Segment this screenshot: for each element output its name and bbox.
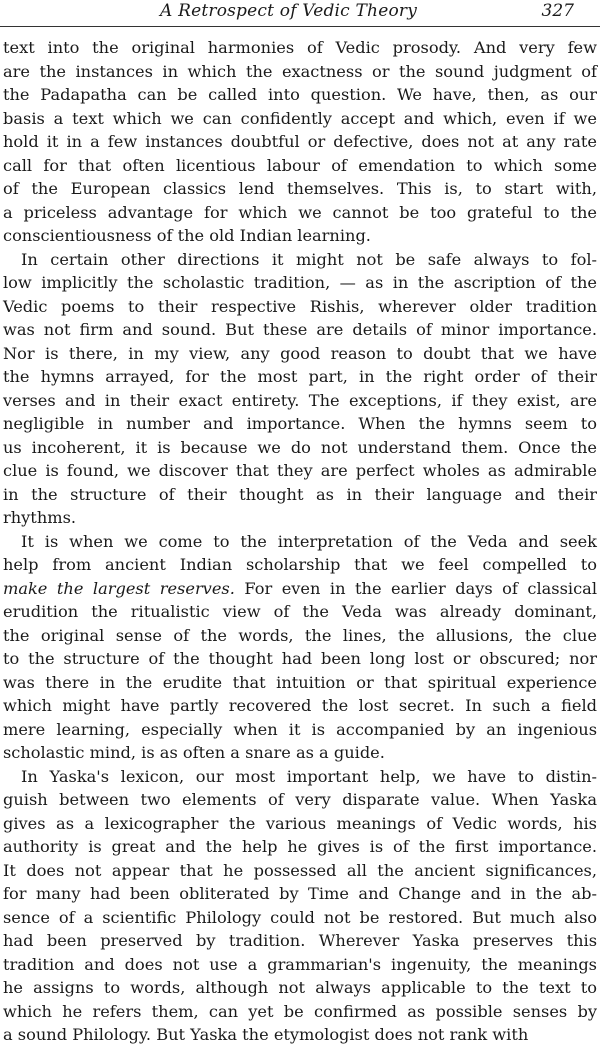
text-fragment: conscientiousness of the old Indian learning. bbox=[3, 226, 371, 245]
text-line bbox=[3, 295, 597, 319]
text-line bbox=[3, 624, 597, 648]
text-fragment: the original sense of the words, the lines, the allusions, the clue bbox=[3, 625, 597, 645]
text-line bbox=[3, 765, 597, 789]
text-fragment: negligible in number and importance. When the hymns seem to bbox=[3, 414, 597, 433]
text-fragment: For even in the earlier days of classical bbox=[234, 578, 597, 598]
text-line bbox=[3, 953, 597, 977]
text-fragment: of the European classics lend themselves. This is, to start with, bbox=[3, 179, 597, 198]
text-fragment: mere learning, especially when it is accompanied by an ingenious bbox=[3, 719, 597, 739]
text-line bbox=[3, 859, 597, 883]
text-line bbox=[3, 201, 597, 225]
text-fragment: low implicitly the scholastic tradition, — as in the ascription of the bbox=[3, 273, 597, 292]
text-line bbox=[3, 342, 597, 366]
text-line bbox=[3, 600, 597, 624]
text-line bbox=[3, 647, 597, 671]
text-fragment: scholastic mind, is as often a snare as a guide. bbox=[3, 743, 385, 762]
text-fragment: which he refers them, can yet be confirmed as possible senses by bbox=[3, 1001, 597, 1021]
text-fragment: gives as a lexicographer the various meanings of Vedic words, his bbox=[3, 813, 597, 833]
text-line bbox=[3, 389, 597, 413]
text-line bbox=[3, 694, 597, 718]
text-line bbox=[3, 812, 597, 836]
text-line bbox=[3, 906, 597, 930]
text-fragment: In certain other directions it might not be safe always to fol- bbox=[21, 249, 597, 269]
body-text bbox=[3, 36, 597, 1047]
text-fragment: are the instances in which the exactness or the sound judgment of bbox=[3, 61, 597, 81]
text-line bbox=[3, 83, 597, 107]
text-fragment: the hymns arrayed, for the most part, in the right order of their bbox=[3, 367, 597, 386]
text-line bbox=[3, 318, 597, 342]
text-fragment: basis a text which we can confidently accept and which, even if we bbox=[3, 108, 597, 128]
text-line bbox=[3, 459, 597, 483]
text-fragment: tradition and does not use a grammarian's ingenuity, the meanings bbox=[3, 954, 597, 974]
text-fragment: had been preserved by tradition. Wherever Yaska preserves this bbox=[3, 931, 597, 950]
text-fragment: call for that often licentious labour of emendation to which some bbox=[3, 155, 597, 175]
running-head bbox=[0, 0, 600, 27]
text-fragment: us incoherent, it is because we do not understand them. Once the bbox=[3, 437, 597, 457]
text-fragment: to the structure of the thought had been long lost or obscured; nor bbox=[3, 649, 597, 668]
text-fragment: in the structure of their thought as in their language and their bbox=[3, 484, 597, 504]
text-line bbox=[3, 271, 597, 295]
text-fragment: Vedic poems to their respective Rishis, wherever older tradition bbox=[3, 296, 597, 316]
text-fragment: clue is found, we discover that they are perfect wholes as admirable bbox=[3, 461, 597, 480]
text-fragment: rhythms. bbox=[3, 508, 77, 527]
text-line bbox=[3, 718, 597, 742]
text-fragment: he assigns to words, although not always applicable to the text to bbox=[3, 978, 597, 997]
text-line bbox=[3, 929, 597, 953]
text-line bbox=[3, 483, 597, 507]
text-fragment: text into the original harmonies of Vedic prosody. And very few bbox=[3, 38, 597, 57]
text-line bbox=[3, 506, 597, 530]
text-line bbox=[3, 60, 597, 84]
text-fragment: for many had been obliterated by Time and Change and in the ab- bbox=[3, 884, 597, 903]
page-number: 327 bbox=[541, 1, 574, 21]
text-line bbox=[3, 436, 597, 460]
text-fragment: It is when we come to the interpretation of the Veda and seek bbox=[21, 531, 597, 551]
text-line bbox=[3, 553, 597, 577]
text-fragment: help from ancient Indian scholarship that we feel compelled to bbox=[3, 555, 597, 574]
italic-phrase: make the largest reserves. bbox=[3, 578, 235, 598]
text-line bbox=[3, 1000, 597, 1024]
text-fragment: verses and in their exact entirety. The exceptions, if they exist, are bbox=[3, 390, 597, 410]
text-fragment: was not firm and sound. But these are details of minor importance. bbox=[3, 320, 597, 339]
text-line bbox=[3, 365, 597, 389]
text-line bbox=[3, 130, 597, 154]
text-fragment: was there in the erudite that intuition or that spiritual experience bbox=[3, 672, 597, 692]
text-line bbox=[3, 530, 597, 554]
text-line bbox=[3, 671, 597, 695]
text-line bbox=[3, 788, 597, 812]
text-fragment: a priceless advantage for which we cannot be too grateful to the bbox=[3, 202, 597, 222]
text-line bbox=[3, 412, 597, 436]
text-line bbox=[3, 976, 597, 1000]
text-fragment: the Padapatha can be called into question. We have, then, as our bbox=[3, 85, 597, 104]
text-fragment: hold it in a few instances doubtful or defective, does not at any rate bbox=[3, 132, 597, 151]
text-line bbox=[3, 177, 597, 201]
text-line bbox=[3, 577, 597, 601]
text-fragment: which might have partly recovered the lost secret. In such a field bbox=[3, 696, 597, 715]
text-line bbox=[3, 835, 597, 859]
text-fragment: guish between two elements of very disparate value. When Yaska bbox=[3, 790, 597, 809]
text-line bbox=[3, 107, 597, 131]
text-fragment: In Yaska's lexicon, our most important help, we have to distin- bbox=[21, 766, 597, 786]
text-fragment: It does not appear that he possessed all the ancient significances, bbox=[3, 860, 597, 880]
text-line bbox=[3, 741, 597, 765]
text-line bbox=[3, 224, 597, 248]
text-line bbox=[3, 154, 597, 178]
text-fragment: a sound Philology. But Yaska the etymologist does not rank with bbox=[3, 1025, 529, 1044]
text-line bbox=[3, 248, 597, 272]
running-title: A Retrospect of Vedic Theory bbox=[160, 1, 418, 21]
text-line bbox=[3, 882, 597, 906]
text-fragment: sence of a scientific Philology could not be restored. But much also bbox=[3, 907, 597, 927]
text-fragment: Nor is there, in my view, any good reason to doubt that we have bbox=[3, 343, 597, 363]
text-line bbox=[3, 36, 597, 60]
text-fragment: erudition the ritualistic view of the Veda was already dominant, bbox=[3, 602, 597, 621]
text-fragment: authority is great and the help he gives is of the first importance. bbox=[3, 837, 597, 856]
